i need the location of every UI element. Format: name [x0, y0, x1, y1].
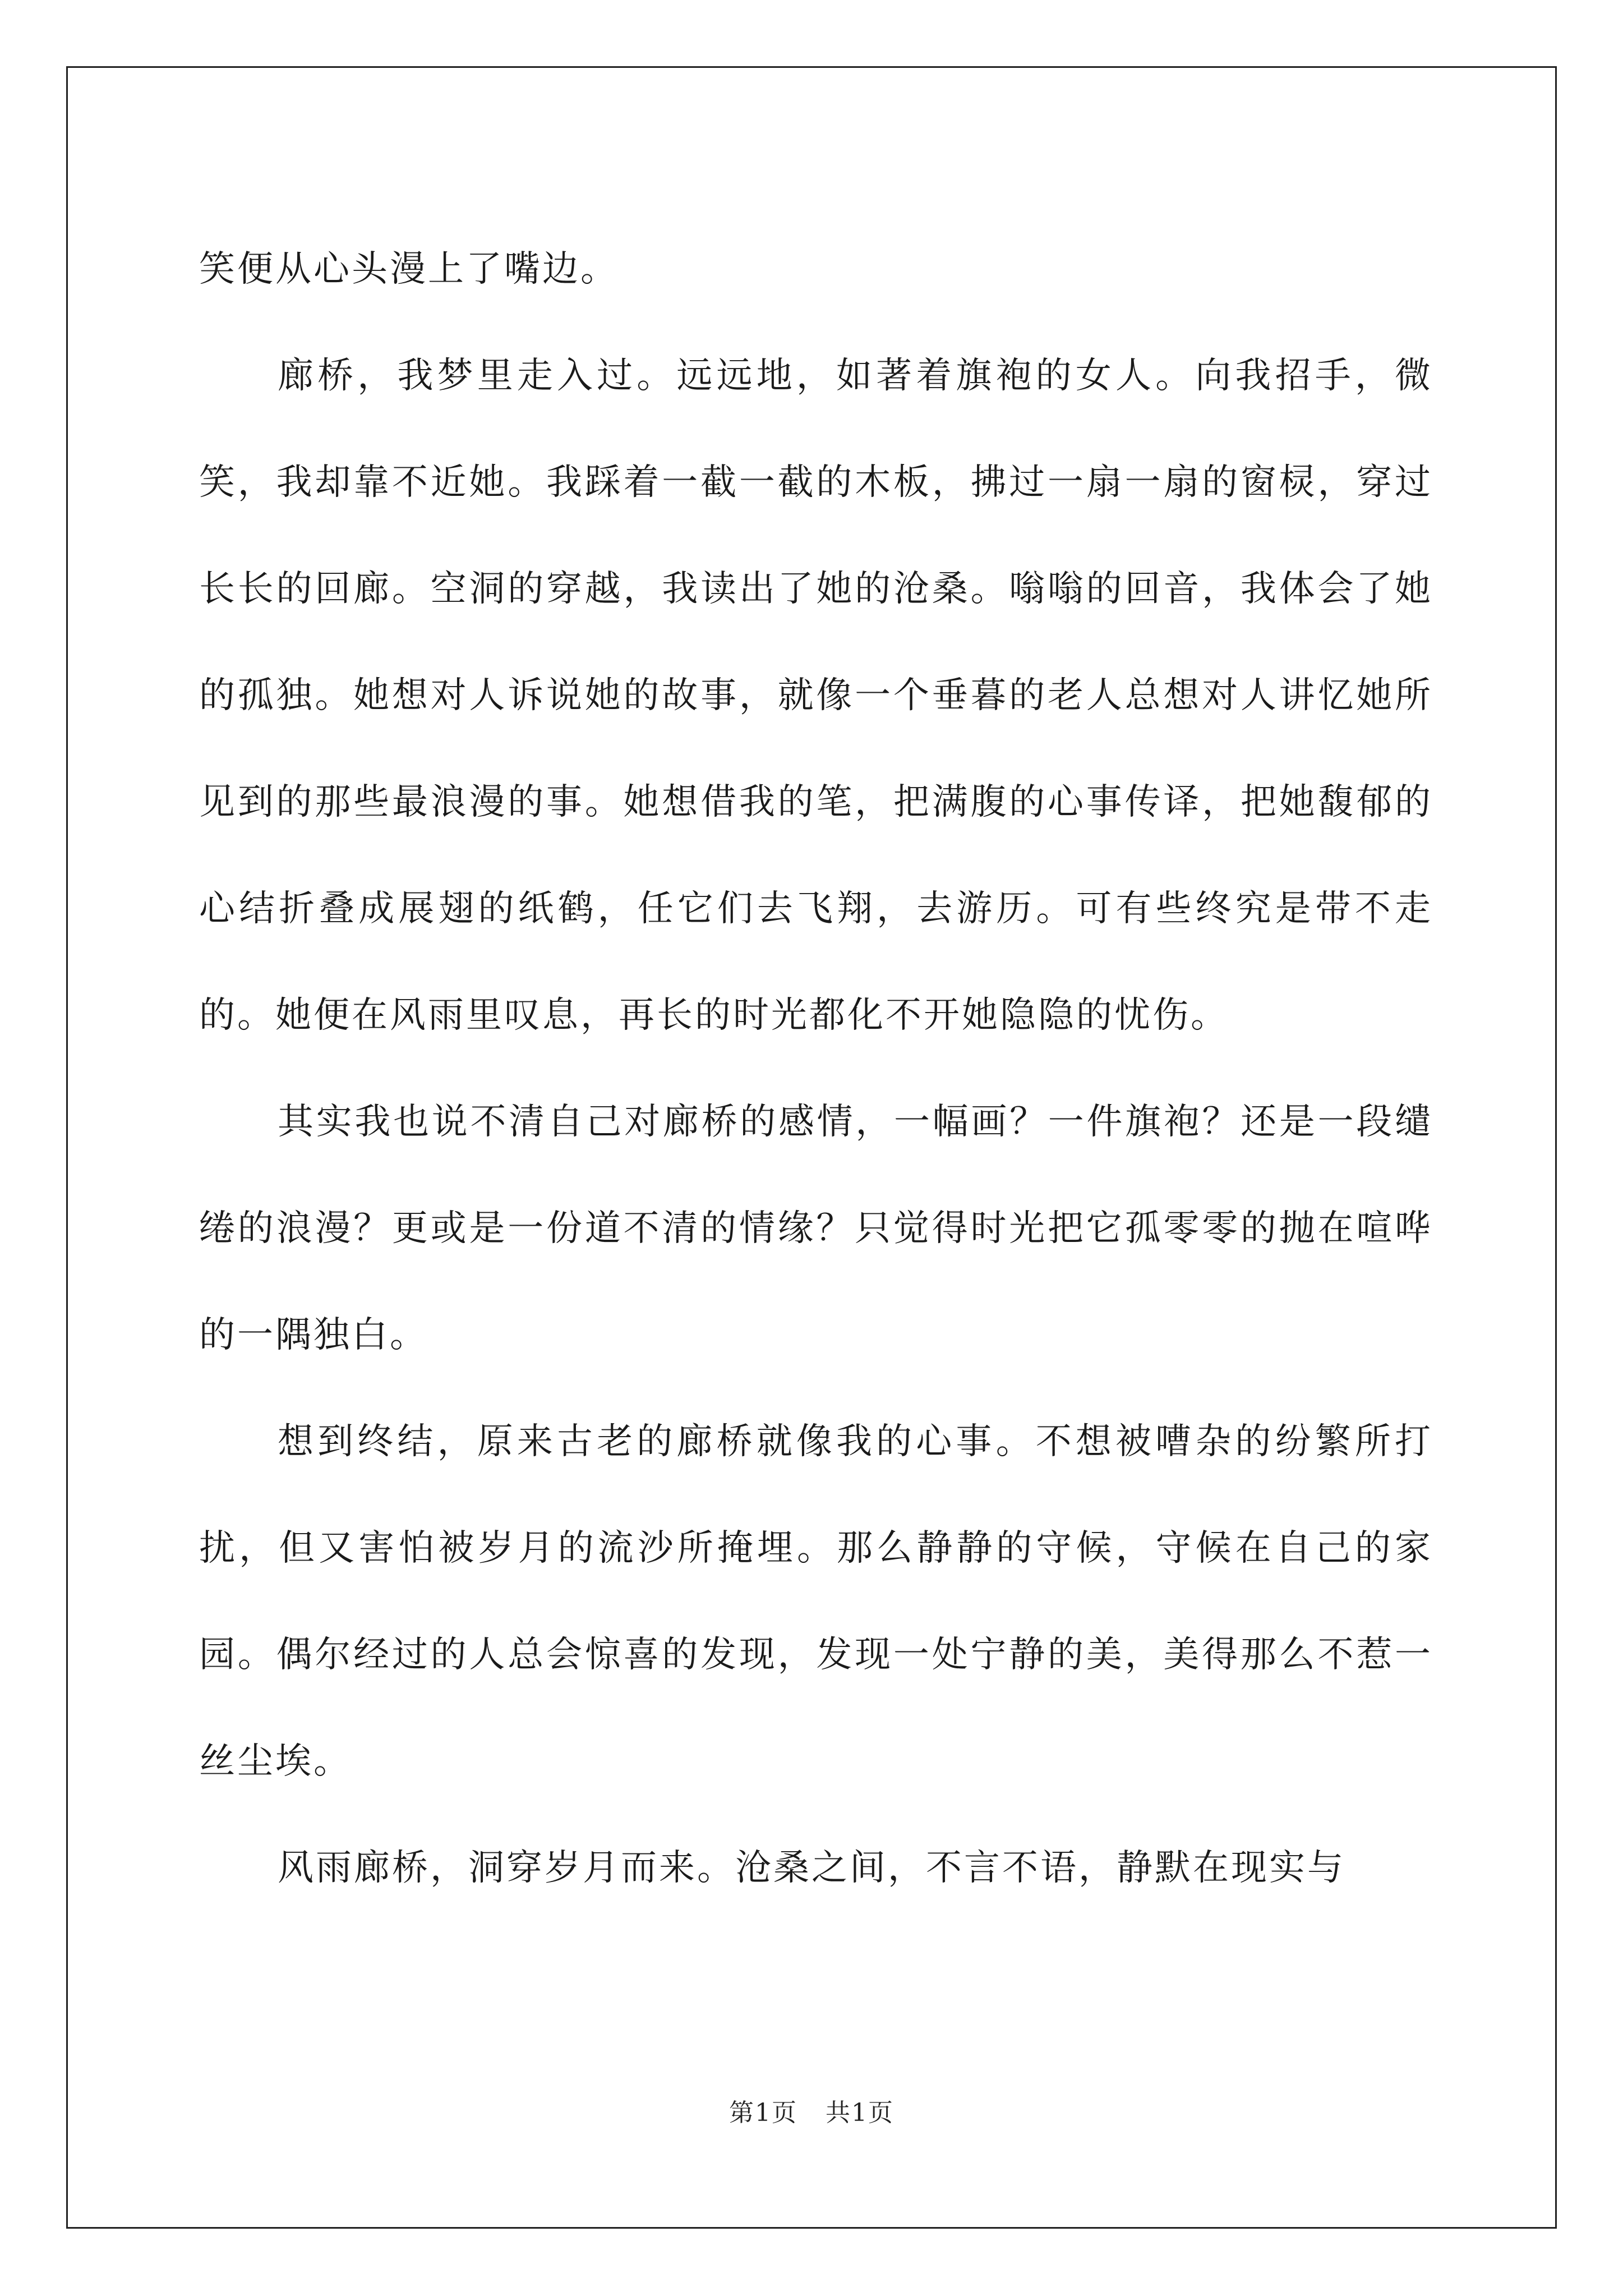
- paragraph-3: 其实我也说不清自己对廊桥的感情，一幅画？一件旗袍？还是一段缱绻的浪漫？更或是一份道不清的情缘？只觉得时光把它孤零零的抛在喧哗的一隅独白。: [199, 1101, 1433, 1356]
- page-footer: [0, 2092, 1623, 2128]
- paragraph-2: 廊桥，我梦里走入过。远远地，如著着旗袍的女人。向我招手，微笑，我却靠不近她。我踩着一截一截的木板，拂过一扇一扇的窗棂，穿过长长的回廊。空洞的穿越，我读出了她的沧桑。嗡嗡的回音，我体会了她的孤独。她想对人诉说她的故事，就像一个垂暮的老人总想对人讲忆她所见到的那些最浪漫的事。她想借我的笔，把满腹的心事传译，把她馥郁的心结折叠成展翅的纸鹤，任它们去飞翔，去游历。可有些终究是带不走的。她便在风雨里叹息，再长的时光都化不开她隐隐的忧伤。: [199, 355, 1433, 1036]
- paragraph-1: 笑便从心头漫上了嘴边。: [199, 249, 619, 290]
- page-total: 共1页: [826, 2099, 894, 2127]
- document-body: [199, 216, 1433, 1921]
- paragraph-4: 想到终结，原来古老的廊桥就像我的心事。不想被嘈杂的纷繁所打扰，但又害怕被岁月的流沙所掩埋。那么静静的守候，守候在自己的家园。偶尔经过的人总会惊喜的发现，发现一处宁静的美，美得那么不惹一丝尘埃。: [199, 1421, 1433, 1782]
- paragraph-5: 风雨廊桥，洞穿岁月而来。沧桑之间，不言不语，静默在现实与: [278, 1847, 1345, 1889]
- page-number: 第1页: [729, 2099, 797, 2127]
